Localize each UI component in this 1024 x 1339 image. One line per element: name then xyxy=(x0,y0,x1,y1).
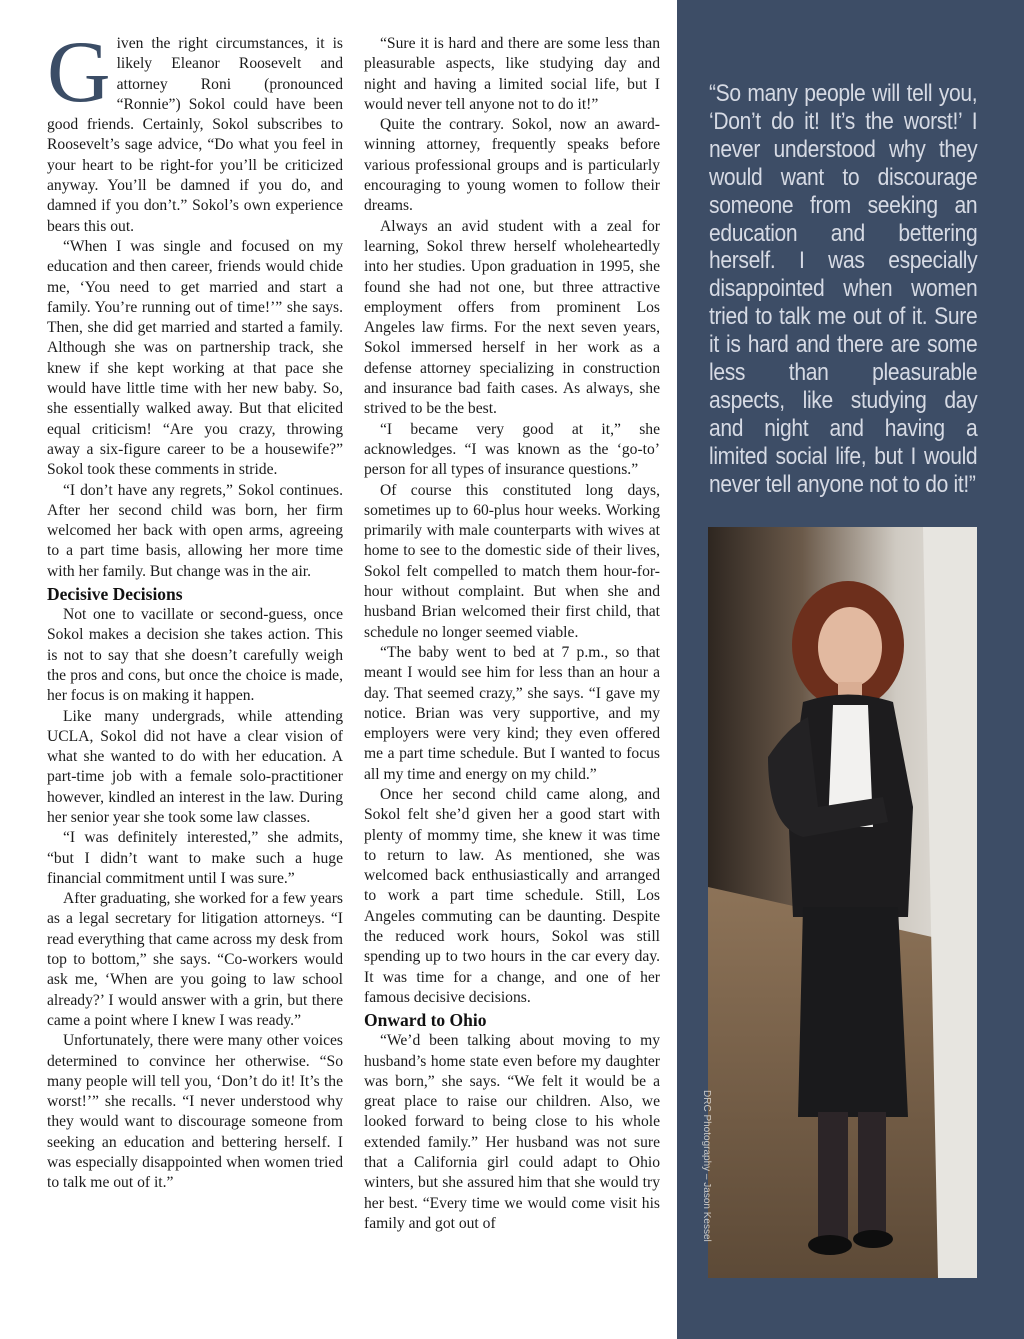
paragraph: Unfortunately, there were many other voices determined to convince her otherwise. “So many people will tell you, ‘Don’t do it! It’s the worst!’” she recalls. “I never understood why they would want to discourage someone from seeking an education and bettering herself. I was especially disappointed when women tried to talk me out of it.” xyxy=(47,1032,343,1192)
paragraph: “I was definitely interested,” she admits, “but I didn’t want to make such a huge financial commitment until I was sure.” xyxy=(47,829,343,887)
pull-quote: “So many people will tell you, ‘Don’t do it! It’s the worst!’ I never understood why they would want to discourage someone from seeking an education and bettering herself. I was especially disappointed when women tried to talk me out of it. Sure it is hard and there are some less than pleasurable aspects, like studying day and night and having a limited social life, but I would never tell anyone not to do it!” xyxy=(709,80,978,498)
paragraph: Once her second child came along, and Sokol felt she’d given her a good start with plenty of mommy time, she knew it was time to return to law. As mentioned, she was welcomed back enthusiastically and arranged to work a part time schedule. Still, Los Angeles commuting can be daunting. Despite the reduced work hours, Sokol was still spending up to two hours in the car every day. It was time for a change, and one of her famous decisive decisions. xyxy=(364,785,660,1006)
paragraph: “I became very good at it,” she acknowledges. “I was known as the ‘go-to’ person for all types of insurance questions.” xyxy=(364,420,660,479)
paragraph: “I don’t have any regrets,” Sokol continues. After her second child was born, her firm welcomed her back with open arms, agreeing to a part time basis, allowing her more time with her family. But change was in the air. xyxy=(47,481,343,580)
paragraph: Of course this constituted long days, sometimes up to 60-plus hour weeks. Working primarily with male counterparts with wives at home to see to the domestic side of their lives, Sokol felt compelled to match them hour-for-hour without complaint. But when she and husband Brian welcomed their first child, that schedule no longer seemed viable. xyxy=(364,481,660,641)
paragraph: Always an avid student with a zeal for learning, Sokol threw herself wholeheartedly into her studies. Upon graduation in 1995, she found she had not one, but three attractive employment offers from prominent Los Angeles law firms. For the next seven years, Sokol immersed herself in her work as a defense attorney specializing in construction and insurance bad faith cases. As always, she strived to be the best. xyxy=(364,217,660,418)
drop-cap: G xyxy=(47,24,111,121)
paragraph: Not one to vacillate or second-guess, once Sokol makes a decision she takes action. This is not to say that she doesn’t carefully weigh the pros and cons, but once the choice is made, her focus is on making it happen. xyxy=(47,606,343,705)
paragraph: “When I was single and focused on my education and then career, friends would chide me, ‘You need to get married and start a family. You’re running out of time!’” she says. Then, she did get married and started a family. Although she was on partnership track, she knew if she kept working at that pace she would have little time with her new baby. So, she essentially walked away. But that elicited equal criticism! “Are you crazy, throwing away a six-figure career to be a housewife?” Sokol took these comments in stride. xyxy=(47,237,343,479)
paragraph: “The baby went to bed at 7 p.m., so that meant I would see him for less than an hour a day. That seemed crazy,” she says. “I gave my notice. Brian was very supportive, and my employers were very kind; they even offered me a part time schedule. But I wanted to focus all my time and energy on my child.” xyxy=(364,643,660,783)
subhead-decisive-decisions: Decisive Decisions xyxy=(47,584,183,605)
portrait-photo xyxy=(708,527,977,1278)
paragraph: Quite the contrary. Sokol, now an award-winning attorney, frequently speaks before various professional groups and is particularly encouraging to young women to follow their dreams. xyxy=(364,116,660,215)
paragraph: Like many undergrads, while attending UCLA, Sokol did not have a clear vision of what she wanted to do with her education. A part-time job with a female solo-practitioner however, kindled an interest in the law. During her senior year she took some law classes. xyxy=(47,707,343,826)
paragraph: “We’d been talking about moving to my husband’s home state even before my daughter was born,” she says. “We felt it would be a great place to raise our children. Also, we looked forward to being close to his whole extended family.” Her husband was not sure that a California girl could adapt to Ohio winters, but she assured him that she would try her best. “Every time we would come visit his family and got out of xyxy=(364,1032,660,1232)
paragraph: After graduating, she worked for a few years as a legal secretary for litigation attorneys. “I read everything that came across my desk from top to bottom,” she says. “Co-workers would ask me, ‘When are you going to law school already?’ I would answer with a grin, but there came a point where I knew I was ready.” xyxy=(47,890,343,1029)
photo-credit: DRC Photography – Jason Kessel xyxy=(701,1090,712,1242)
article-column-middle xyxy=(364,34,660,1234)
subhead-onward-to-ohio: Onward to Ohio xyxy=(364,1010,487,1031)
paragraph: iven the right circumstances, it is likely Eleanor Roosevelt and attorney Roni (pronounced “Ronnie”) Sokol could have been good friends. Certainly, Sokol subscribes to Roosevelt’s sage advice, “Do what you feel in your heart to be right-for you’ll be criticized anyway. You’ll be damned if you do, and damned if you don’t.” Sokol’s own experience bears this out. xyxy=(47,35,343,235)
paragraph: “Sure it is hard and there are some less than pleasurable aspects, like studying day and night and having a limited social life, but I would never tell anyone not to do it!” xyxy=(364,35,660,113)
article-column-left xyxy=(47,24,343,1194)
